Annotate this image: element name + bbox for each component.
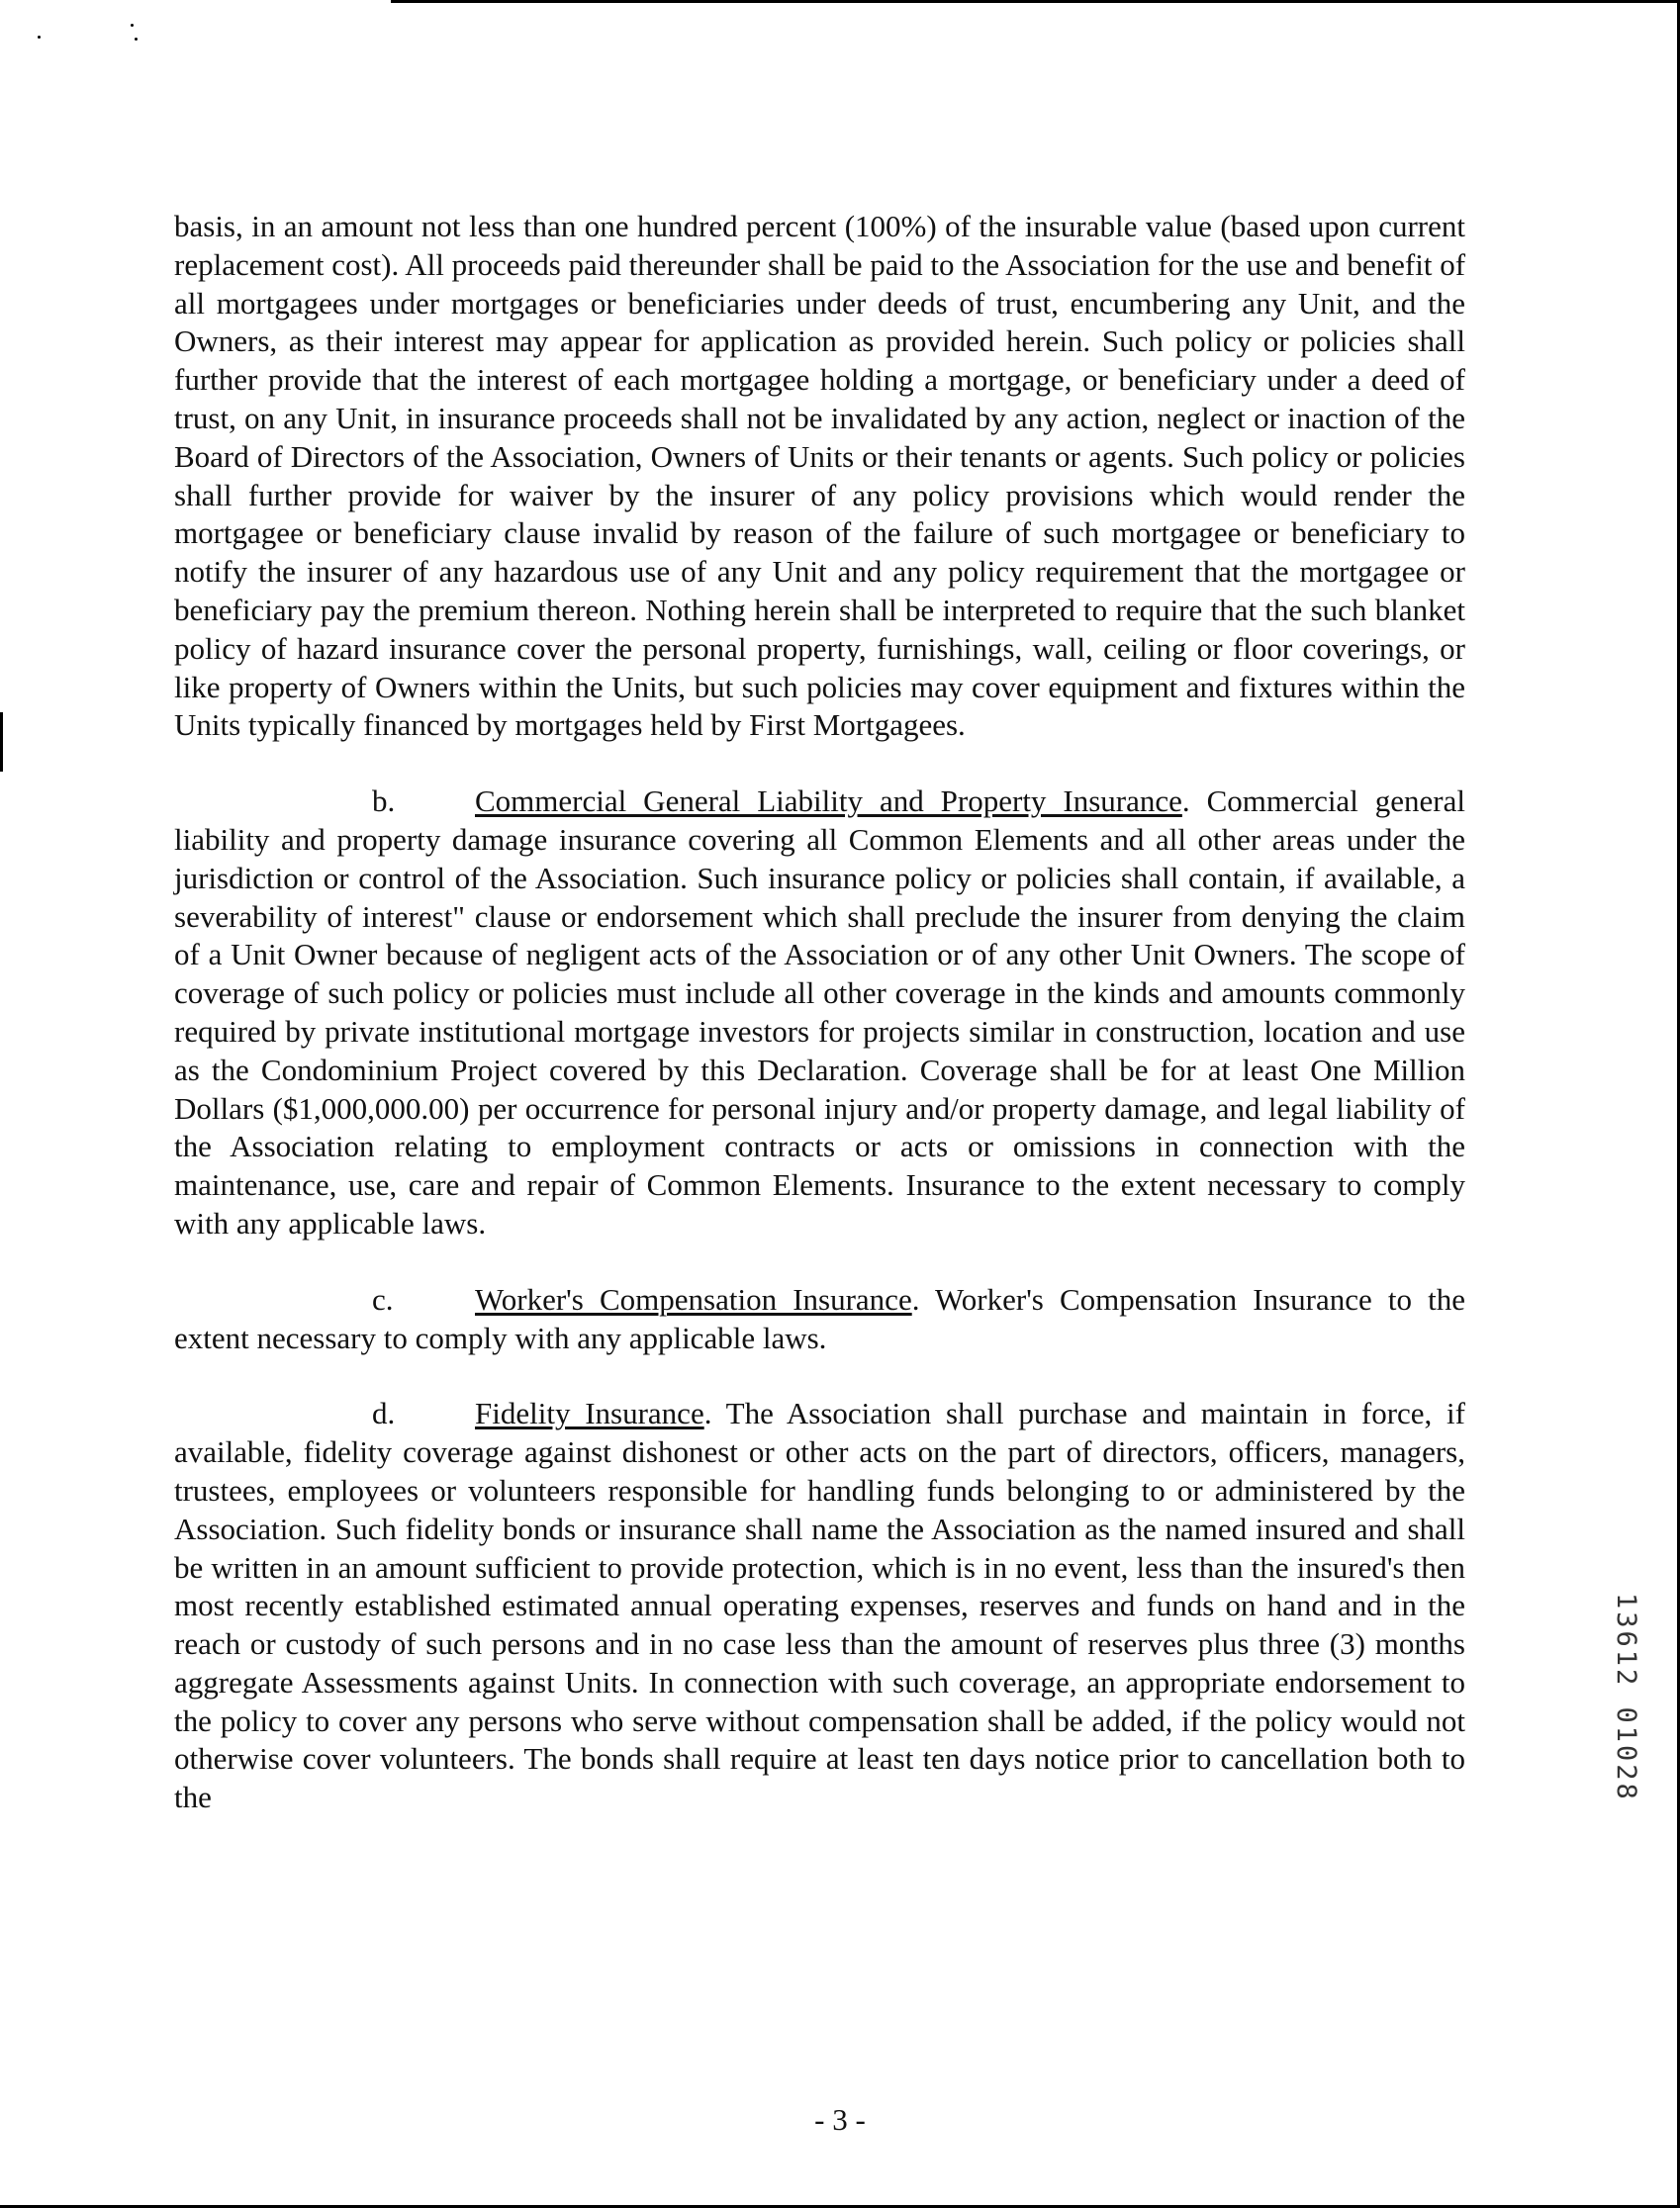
section-b-text: [174, 782, 1465, 1243]
scan-speck: [131, 24, 134, 27]
section-b-commercial-liability: [174, 782, 1465, 1243]
recording-stamp: 13612 01028: [1611, 1593, 1641, 1802]
scan-speck: [135, 38, 138, 41]
page-number: - 3 -: [814, 2102, 866, 2137]
section-d-fidelity-insurance: [174, 1395, 1465, 1817]
section-title: Fidelity Insurance: [475, 1396, 704, 1431]
section-letter: d.: [372, 1396, 396, 1431]
section-c-workers-compensation: [174, 1281, 1465, 1358]
scan-border-top: [391, 0, 1680, 3]
section-title: Worker's Compensation Insurance: [475, 1281, 912, 1317]
section-c-text: [174, 1281, 1465, 1358]
scan-speck: [38, 36, 41, 39]
section-body: . Commercial general liability and property damage insurance covering all Common Elements and all other areas under the jurisdiction or control of the Association. Such insurance policy or policies shall contain, if available, a severability of interest" clause or endorsement which shall preclude the insurer from denying the claim of a Unit Owner because of negligent acts of the Association or of any other Unit Owners. The scope of coverage of such policy or policies must include all other coverage in the kinds and amounts commonly required by private institutional mortgage investors for projects similar in construction, location and use as the Condominium Project covered by this Declaration. Coverage shall be for at least One Million Dollars ($1,000,000.00) per occurrence for personal injury and/or property damage, and legal liability of the Association relating to employment contracts or acts or omissions in connection with the maintenance, use, care and repair of Common Elements. Insurance to the extent necessary to comply with any applicable laws.: [174, 783, 1465, 1241]
opening-paragraph: basis, in an amount not less than one hundred percent (100%) of the insurable value (based upon current replacement cost). All proceeds paid thereunder shall be paid to the Association for the use and benefit of all mortgagees under mortgages or beneficiaries under deeds of trust, encumbering any Unit, and the Owners, as their interest may appear for application as provided herein. Such policy or policies shall further provide that the interest of each mortgagee holding a mortgage, or beneficiary under a deed of trust, on any Unit, in insurance proceeds shall not be invalidated by any action, neglect or inaction of the Board of Directors of the Association, Owners of Units or their tenants or agents. Such policy or policies shall further provide for waiver by the insurer of any policy provisions which would render the mortgagee or beneficiary clause invalid by reason of the failure of such mortgagee or beneficiary to notify the insurer of any hazardous use of any Unit and any policy requirement that the mortgagee or beneficiary pay the premium thereon. Nothing herein shall be interpreted to require that the such blanket policy of hazard insurance cover the personal property, furnishings, wall, ceiling or floor coverings, or like property of Owners within the Units, but such policies may cover equipment and fixtures within the Units typically financed by mortgages held by First Mortgagees.: [174, 209, 1466, 743]
section-body: . Worker's Compensation Insurance to the extent necessary to comply with any applicable laws.: [174, 1281, 1465, 1355]
scan-border-left-mark: [0, 712, 3, 772]
section-letter: b.: [372, 783, 396, 819]
section-letter: c.: [372, 1281, 394, 1317]
document-body: [174, 208, 1465, 1855]
section-body: . The Association shall purchase and maintain in force, if available, fidelity coverage against dishonest or other acts on the part of directors, officers, managers, trustees, employees or volunteers responsible for handling funds belonging to or administered by the Association. Such fidelity bonds or insurance shall name the Association as the named insured and shall be written in an amount sufficient to provide protection, which is in no event, less than the insured's then most recently established estimated annual operating expenses, reserves and funds on hand and in the reach or custody of such persons and in no case less than the amount of reserves plus three (3) months aggregate Assessments against Units. In connection with such coverage, an appropriate endorsement to the policy to cover any persons who serve without compensation shall be added, if the policy would not otherwise cover volunteers. The bonds shall require at least ten days notice prior to cancellation both to the: [174, 1396, 1465, 1815]
section-d-text: [174, 1395, 1465, 1817]
section-title: Commercial General Liability and Property Insurance: [475, 783, 1182, 819]
